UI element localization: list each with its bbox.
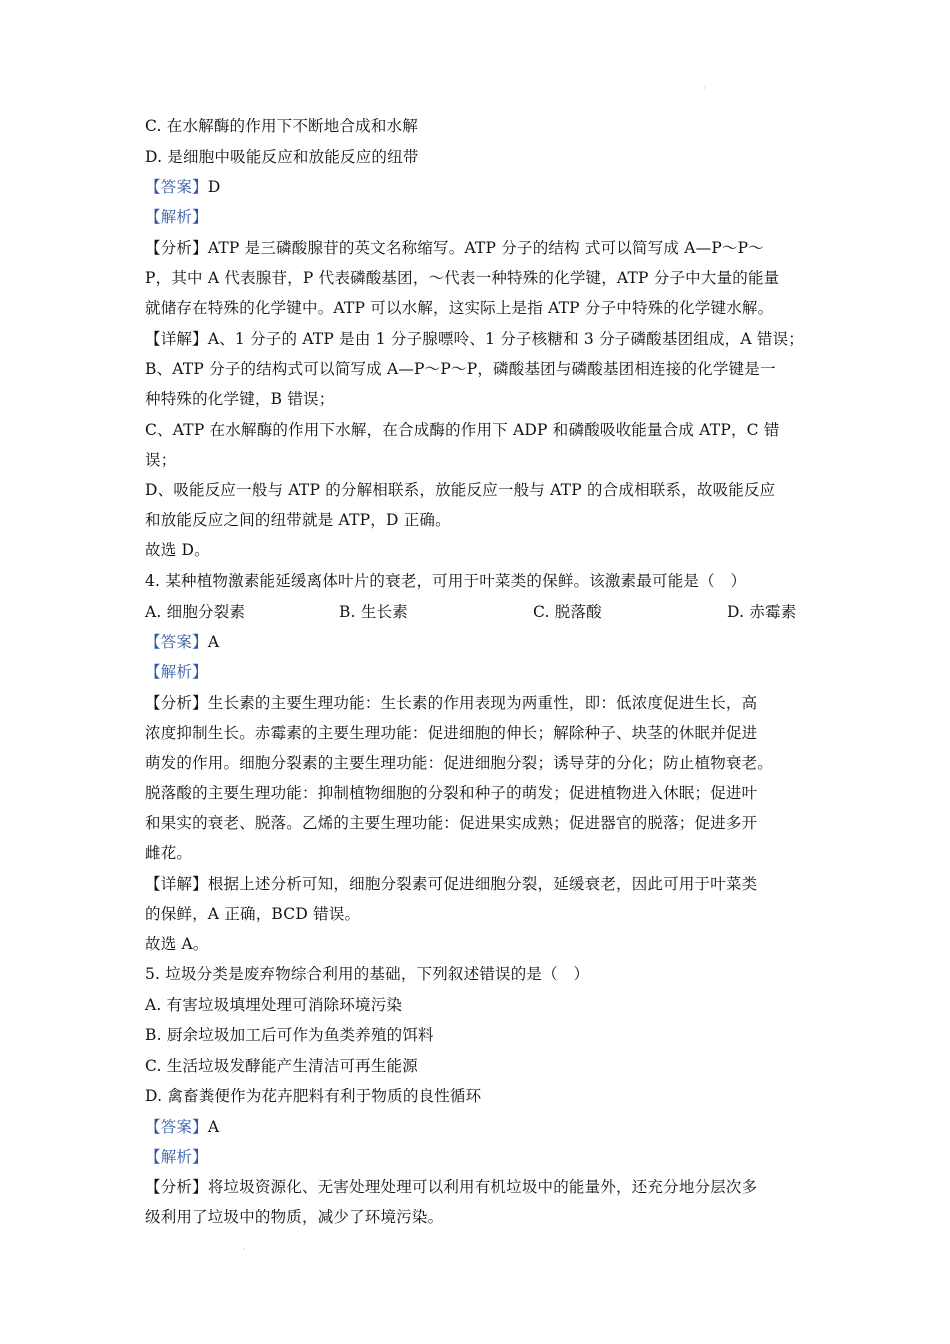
q4-stem: 4. 某种植物激素能延缓离体叶片的衰老，可用于叶菜类的保鲜。该激素最可能是（ ） xyxy=(145,572,747,590)
q4-answer: A xyxy=(207,633,220,651)
q3-option-c: C. 在水解酶的作用下不断地合成和水解 xyxy=(145,117,418,135)
q3-analysis-line-2: P，其中 A 代表腺苷，P 代表磷酸基团，～代表一种特殊的化学键，ATP 分子中大量的能量 xyxy=(145,269,780,287)
q4-analysis-line-2: 浓度抑制生长。赤霉素的主要生理功能：促进细胞的伸长；解除种子、块茎的休眠并促进 xyxy=(145,724,758,742)
q4-analysis-line-6: 雌花。 xyxy=(145,844,193,862)
q3-detail-line-5: 误； xyxy=(145,451,177,469)
q3-option-d: D. 是细胞中吸能反应和放能反应的纽带 xyxy=(145,148,419,166)
q4-option-c: C. 脱落酸 xyxy=(533,603,602,621)
analysis-tag: 【分析】 xyxy=(145,694,208,712)
q4-options xyxy=(145,602,805,622)
answer-tag: 【答案】 xyxy=(145,1118,208,1136)
q3-explain-tag: 【解析】 xyxy=(145,208,208,226)
q5-option-d: D. 禽畜粪便作为花卉肥料有利于物质的良性循环 xyxy=(145,1087,482,1105)
q3-detail-line-2: B、ATP 分子的结构式可以简写成 A—P～P～P，磷酸基团与磷酸基团相连接的化学键是一 xyxy=(145,360,776,378)
q5-answer: A xyxy=(207,1118,220,1136)
q4-option-a: A. 细胞分裂素 xyxy=(145,603,246,621)
q3-detail-line-6: D、吸能反应一般与 ATP 的分解相联系，放能反应一般与 ATP 的合成相联系，故吸能反应 xyxy=(145,481,776,499)
q4-conclusion: 故选 A。 xyxy=(145,935,209,953)
q5-answer-line xyxy=(145,1117,219,1137)
q5-option-b: B. 厨余垃圾加工后可作为鱼类养殖的饵料 xyxy=(145,1026,434,1044)
q4-option-b: B. 生长素 xyxy=(339,603,408,621)
detail-tag: 【详解】 xyxy=(145,875,208,893)
q3-answer: D xyxy=(207,178,221,196)
q4-detail-text-1: 根据上述分析可知，细胞分裂素可促进细胞分裂，延缓衰老，因此可用于叶菜类 xyxy=(207,875,758,893)
q4-detail-line-1 xyxy=(145,874,757,894)
q4-analysis-line-1 xyxy=(145,693,757,713)
q5-analysis-line-2: 级利用了垃圾中的物质，减少了环境污染。 xyxy=(145,1208,444,1226)
q5-stem: 5. 垃圾分类是废弃物综合利用的基础，下列叙述错误的是（ ） xyxy=(145,965,590,983)
q4-analysis-line-3: 萌发的作用。细胞分裂素的主要生理功能：促进细胞分裂；诱导芽的分化；防止植物衰老。 xyxy=(145,754,774,772)
q4-analysis-line-4: 脱落酸的主要生理功能：抑制植物细胞的分裂和种子的萌发；促进植物进入休眠；促进叶 xyxy=(145,784,758,802)
q5-explain-tag: 【解析】 xyxy=(145,1148,208,1166)
q5-option-c: C. 生活垃圾发酵能产生清洁可再生能源 xyxy=(145,1057,418,1075)
q3-detail-line-3: 种特殊的化学键，B 错误； xyxy=(145,390,335,408)
q3-conclusion: 故选 D。 xyxy=(145,541,210,559)
q5-analysis-line-1 xyxy=(145,1177,757,1197)
q4-analysis-text-1: 生长素的主要生理功能：生长素的作用表现为两重性，即：低浓度促进生长，高 xyxy=(207,694,758,712)
analysis-tag: 【分析】 xyxy=(145,239,208,257)
detail-tag: 【详解】 xyxy=(145,330,208,348)
q3-detail-text-1: A、1 分子的 ATP 是由 1 分子腺嘌呤、1 分子核糖和 3 分子磷酸基团组成，A 错误； xyxy=(207,330,805,348)
footer-mark: · xyxy=(243,1245,246,1254)
q5-analysis-text-1: 将垃圾资源化、无害处理处理可以利用有机垃圾中的能量外，还充分地分层次多 xyxy=(207,1178,758,1196)
q5-option-a: A. 有害垃圾填埋处理可消除环境污染 xyxy=(145,996,403,1014)
q4-explain-tag: 【解析】 xyxy=(145,663,208,681)
q3-analysis-line-3: 就储存在特殊的化学键中。ATP 可以水解，这实际上是指 ATP 分子中特殊的化学键水解。 xyxy=(145,299,774,317)
q4-option-d: D. 赤霉素 xyxy=(727,603,797,621)
analysis-tag: 【分析】 xyxy=(145,1178,208,1196)
q4-answer-line xyxy=(145,632,219,652)
q3-detail-line-7: 和放能反应之间的纽带就是 ATP，D 正确。 xyxy=(145,511,451,529)
header-mark: · xyxy=(703,84,706,93)
answer-tag: 【答案】 xyxy=(145,178,208,196)
q3-detail-line-4: C、ATP 在水解酶的作用下水解，在合成酶的作用下 ADP 和磷酸吸收能量合成 ATP，C 错 xyxy=(145,421,780,439)
q3-analysis-line-1 xyxy=(145,238,764,258)
q3-detail-line-1 xyxy=(145,329,804,349)
q4-detail-line-2: 的保鲜，A 正确，BCD 错误。 xyxy=(145,905,361,923)
answer-tag: 【答案】 xyxy=(145,633,208,651)
q3-analysis-text-1: ATP 是三磷酸腺苷的英文名称缩写。ATP 分子的结构 式可以简写成 A—P～P～ xyxy=(207,239,765,257)
q3-answer-line xyxy=(145,177,220,197)
q4-analysis-line-5: 和果实的衰老、脱落。乙烯的主要生理功能：促进果实成熟；促进器官的脱落；促进多开 xyxy=(145,814,758,832)
